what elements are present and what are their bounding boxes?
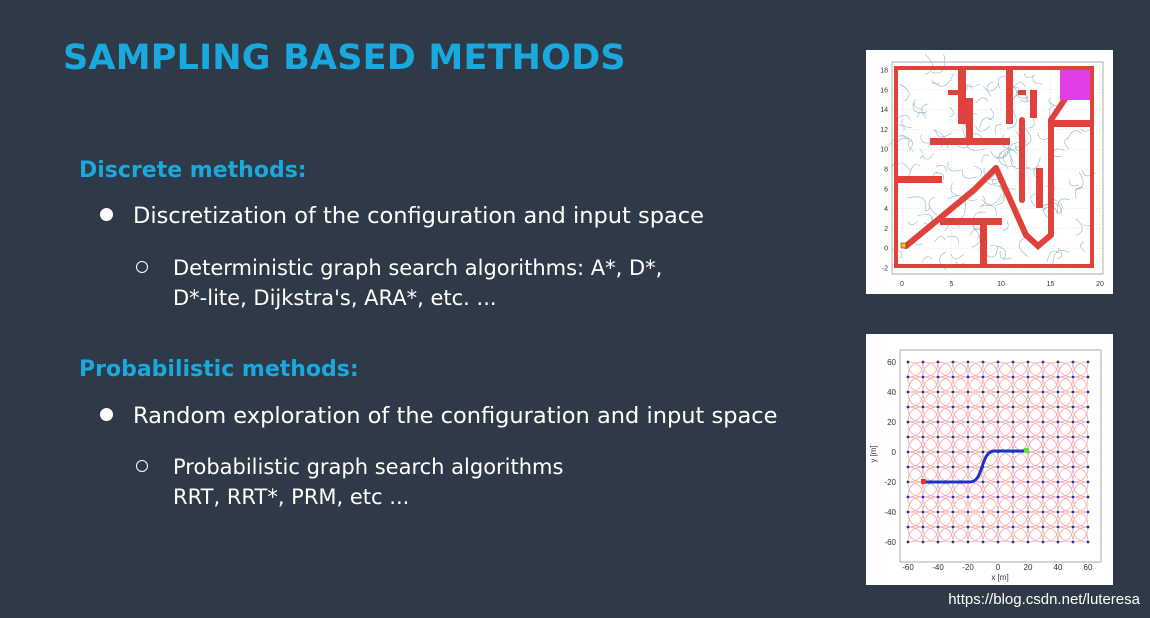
maze-ytick-label: 2 bbox=[884, 225, 888, 233]
lattice-xtick-label: 20 bbox=[1023, 563, 1033, 572]
goal-region bbox=[1060, 70, 1090, 100]
bullet-dot-icon bbox=[100, 208, 113, 221]
lattice-xtick-label: -40 bbox=[932, 563, 944, 572]
maze-plot bbox=[866, 50, 1113, 294]
lattice-ytick-label: -60 bbox=[884, 538, 896, 547]
discrete-sub-line1: Deterministic graph search algorithms: A*, D*, bbox=[173, 256, 663, 280]
maze-ytick-label: 6 bbox=[884, 186, 888, 194]
lattice-start bbox=[921, 479, 926, 484]
maze-ytick-label: 4 bbox=[884, 206, 888, 214]
discrete-bullet-text: Discretization of the configuration and input space bbox=[133, 203, 705, 229]
lattice-ytick-label: 0 bbox=[891, 448, 896, 457]
maze-xtick-label: 15 bbox=[1046, 281, 1055, 288]
discrete-bullet bbox=[100, 203, 704, 229]
lattice-ytick-label: 20 bbox=[887, 418, 896, 427]
lattice-ytick-label: 60 bbox=[887, 358, 896, 367]
probabilistic-sub-bullet bbox=[136, 452, 563, 512]
maze-ytick-label: 16 bbox=[880, 87, 888, 95]
maze-ytick-label: 10 bbox=[880, 146, 888, 154]
maze-xtick-label: 20 bbox=[1096, 281, 1104, 288]
bullet-dot-icon bbox=[100, 408, 113, 421]
lattice-plot bbox=[866, 334, 1113, 585]
lattice-ytick-label: -20 bbox=[884, 478, 896, 487]
probabilistic-sub-line2: RRT, RRT*, PRM, etc ... bbox=[173, 485, 410, 509]
maze-xtick-label: 5 bbox=[949, 281, 954, 288]
slide-title: SAMPLING BASED METHODS bbox=[63, 38, 626, 78]
maze-ytick-label: 18 bbox=[880, 67, 888, 75]
figure-lattice bbox=[866, 334, 1113, 585]
lattice-xtick-label: -20 bbox=[962, 563, 974, 572]
discrete-sub-bullet bbox=[136, 253, 662, 313]
start-marker bbox=[901, 243, 906, 248]
lattice-ylabel: y [m] bbox=[869, 445, 878, 463]
sub-bullet-ring-icon bbox=[136, 261, 148, 273]
maze-ytick-label: 8 bbox=[884, 166, 888, 174]
probabilistic-bullet bbox=[100, 403, 778, 429]
lattice-xtick-label: 0 bbox=[995, 563, 1001, 572]
sub-bullet-ring-icon bbox=[136, 460, 148, 472]
probabilistic-heading: Probabilistic methods: bbox=[79, 357, 359, 382]
discrete-heading: Discrete methods: bbox=[79, 158, 307, 183]
lattice-goal bbox=[1024, 448, 1029, 453]
maze-ytick-label: -2 bbox=[881, 265, 888, 273]
maze-xtick-label: 10 bbox=[997, 281, 1005, 288]
watermark: https://blog.csdn.net/luteresa bbox=[948, 591, 1140, 608]
lattice-ytick-label: 40 bbox=[887, 388, 896, 397]
lattice-xlabel: x [m] bbox=[991, 573, 1009, 582]
probabilistic-bullet-text: Random exploration of the configuration and input space bbox=[133, 403, 778, 429]
maze-ytick-label: 14 bbox=[880, 107, 888, 115]
lattice-xtick-label: 60 bbox=[1083, 563, 1093, 572]
discrete-sub-line2: D*-lite, Dijkstra's, ARA*, etc. ... bbox=[173, 286, 497, 310]
lattice-xtick-label: 40 bbox=[1053, 563, 1063, 572]
maze-ytick-label: 0 bbox=[884, 245, 888, 253]
maze-xtick-label: 0 bbox=[900, 281, 904, 288]
lattice-ytick-label: -40 bbox=[884, 508, 896, 517]
figure-maze-rrt bbox=[866, 50, 1113, 294]
probabilistic-sub-line1: Probabilistic graph search algorithms bbox=[173, 455, 564, 479]
lattice-xtick-label: -60 bbox=[902, 563, 914, 572]
maze-ytick-label: 12 bbox=[880, 126, 888, 134]
